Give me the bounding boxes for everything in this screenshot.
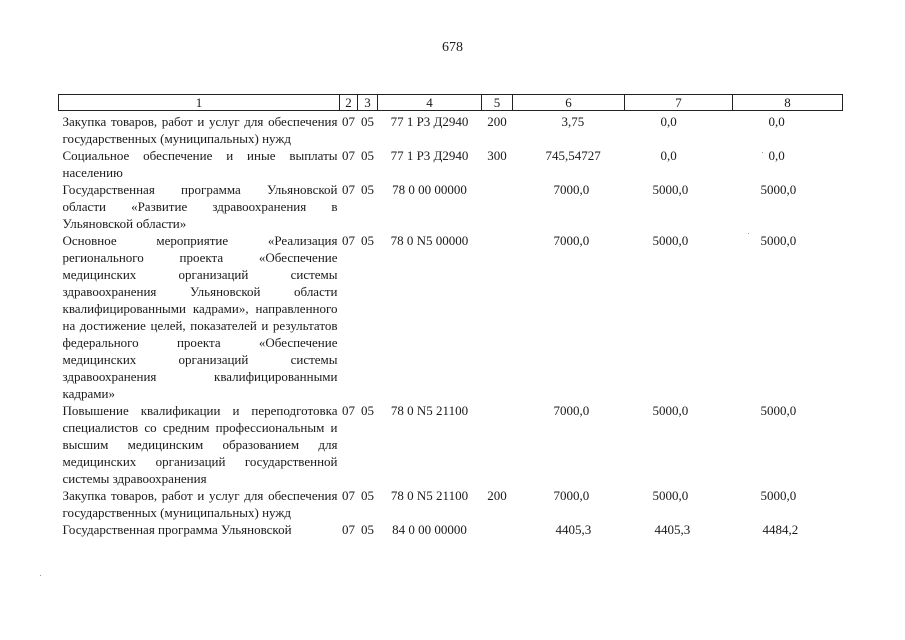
row-name-cell: Закупка товаров, работ и услуг для обеспечения государственных (муниципальных) нужд <box>62 114 338 146</box>
amount-year2-cell: 4405,3 <box>654 522 691 537</box>
table-row <box>59 487 843 521</box>
amount-year2-cell: 5000,0 <box>652 403 689 418</box>
amount-year1-cell: 7000,0 <box>553 182 590 197</box>
target-article-cell: 77 1 Р3 Д2940 <box>390 114 469 129</box>
table-header-row <box>59 95 843 111</box>
subsection-code-cell: 05 <box>361 522 374 537</box>
target-article-cell: 78 0 N5 21100 <box>390 403 469 418</box>
target-article-cell: 77 1 Р3 Д2940 <box>390 148 469 163</box>
section-code-cell: 07 <box>342 488 355 503</box>
amount-year1-cell: 7000,0 <box>553 233 590 248</box>
table-row <box>59 521 843 538</box>
subsection-code-cell: 05 <box>361 403 374 418</box>
subsection-code-cell: 05 <box>361 233 374 248</box>
amount-year3-cell: 4484,2 <box>762 522 799 537</box>
row-name-cell: Закупка товаров, работ и услуг для обеспечения государственных (муниципальных) нужд <box>62 488 338 520</box>
row-name-cell: Основное мероприятие «Реализация регионального проекта «Обеспечение медицинских организаций системы здравоохранения Ульяновской области квалифицированными кадрами», направленного на достижение целей, показателей и результатов федерального проекта «Обеспечение медицинских организаций системы здравоохранения квалифицированными кадрами» <box>62 233 338 401</box>
subsection-code-cell: 05 <box>361 488 374 503</box>
amount-year1-cell: 4405,3 <box>555 522 592 537</box>
row-name-cell: Государственная программа Ульяновской <box>62 522 292 537</box>
amount-year2-cell: 0,0 <box>660 148 677 163</box>
section-code-cell: 07 <box>342 233 355 248</box>
amount-year3-cell: 0,0 <box>768 114 785 129</box>
column-header-3: 3 <box>358 95 378 111</box>
subsection-code-cell: 05 <box>361 114 374 129</box>
section-code-cell: 07 <box>342 522 355 537</box>
column-header-7: 7 <box>625 95 733 111</box>
row-name-cell: Повышение квалификации и переподготовка специалистов со средним профессиональным и высшим медицинским образованием для медицинских организаций государственной системы здравоохранения <box>62 403 338 486</box>
budget-table <box>58 94 843 538</box>
scan-speck <box>762 152 763 153</box>
amount-year3-cell: 5000,0 <box>760 233 797 248</box>
target-article-cell: 84 0 00 00000 <box>392 522 467 537</box>
column-header-4: 4 <box>378 95 482 111</box>
amount-year2-cell: 5000,0 <box>652 182 689 197</box>
expense-type-cell <box>482 402 513 487</box>
column-header-2: 2 <box>340 95 358 111</box>
amount-year3-cell: 0,0 <box>768 148 785 163</box>
section-code-cell: 07 <box>342 182 355 197</box>
target-article-cell: 78 0 00 00000 <box>392 182 467 197</box>
table-row <box>59 232 843 402</box>
expense-type-cell: 300 <box>487 148 507 163</box>
column-header-5: 5 <box>482 95 513 111</box>
amount-year2-cell: 0,0 <box>660 114 677 129</box>
subsection-code-cell: 05 <box>361 148 374 163</box>
amount-year2-cell: 5000,0 <box>652 488 689 503</box>
amount-year2-cell: 5000,0 <box>652 233 689 248</box>
table-row <box>59 111 843 148</box>
amount-year1-cell: 745,54727 <box>545 148 601 163</box>
target-article-cell: 78 0 N5 00000 <box>390 233 469 248</box>
column-header-1: 1 <box>59 95 340 111</box>
expense-type-cell: 200 <box>487 488 507 503</box>
expense-type-cell <box>482 181 513 232</box>
row-name-cell: Государственная программа Ульяновской области «Развитие здравоохранения в Ульяновской области» <box>62 182 338 231</box>
expense-type-cell: 200 <box>487 114 507 129</box>
column-header-8: 8 <box>733 95 843 111</box>
amount-year3-cell: 5000,0 <box>760 488 797 503</box>
amount-year3-cell: 5000,0 <box>760 182 797 197</box>
expense-type-cell <box>482 232 513 402</box>
amount-year1-cell: 3,75 <box>561 114 585 129</box>
row-name-cell: Социальное обеспечение и иные выплаты населению <box>62 148 338 180</box>
table-row <box>59 402 843 487</box>
section-code-cell: 07 <box>342 403 355 418</box>
section-code-cell: 07 <box>342 114 355 129</box>
expense-type-cell <box>482 521 513 538</box>
scan-speck <box>40 575 41 576</box>
amount-year1-cell: 7000,0 <box>553 488 590 503</box>
scan-speck <box>748 233 749 234</box>
section-code-cell: 07 <box>342 148 355 163</box>
page-number: 678 <box>442 40 463 55</box>
subsection-code-cell: 05 <box>361 182 374 197</box>
table-row <box>59 181 843 232</box>
amount-year3-cell: 5000,0 <box>760 403 797 418</box>
amount-year1-cell: 7000,0 <box>553 403 590 418</box>
target-article-cell: 78 0 N5 21100 <box>390 488 469 503</box>
table-row <box>59 147 843 181</box>
column-header-6: 6 <box>513 95 625 111</box>
